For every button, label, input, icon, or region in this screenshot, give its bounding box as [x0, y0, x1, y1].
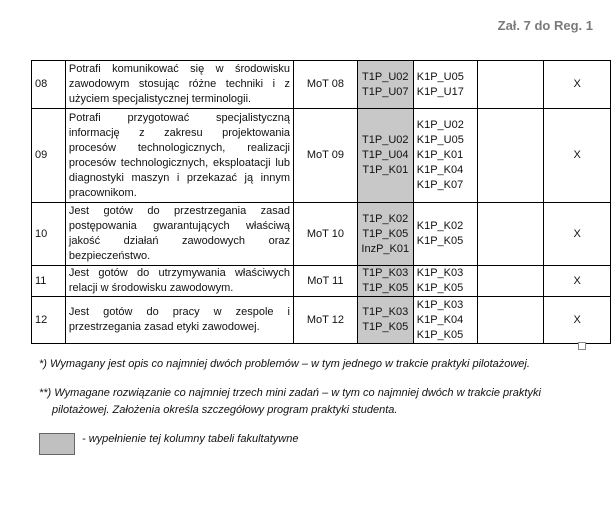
area-outcome-code: T1P_K05 [362, 321, 409, 333]
area-outcomes-cell [357, 297, 413, 344]
empty-cell [477, 297, 544, 344]
field-outcome-code: K1P_K05 [416, 328, 464, 341]
table-row [32, 266, 611, 297]
outcome-description: Potrafi przygotować specjalistyczną informację z zakresu projektowania procesów technologicznych, realizacji procesów technologicznych, eksploatacji lub diagnostyki maszyn i przekazać ją innym pracownikom. [65, 109, 293, 203]
table-row [32, 203, 611, 266]
outcome-code: MoT 10 [294, 203, 358, 266]
empty-cell [477, 61, 544, 109]
area-outcome-code: T1P_K05 [362, 282, 409, 294]
outcome-code: MoT 11 [294, 266, 358, 297]
verification-mark: X [544, 203, 611, 266]
field-outcome-code: K1P_U05 [416, 70, 464, 83]
row-number: 12 [32, 297, 66, 344]
learning-outcomes-table [31, 60, 611, 344]
field-outcomes-cell [413, 203, 477, 266]
outcome-code: MoT 08 [294, 61, 358, 109]
field-outcome-code: K1P_U17 [416, 85, 464, 98]
field-outcome-code: K1P_K01 [416, 149, 464, 161]
verification-mark: X [544, 297, 611, 344]
row-number: 11 [32, 266, 66, 297]
row-number: 09 [32, 109, 66, 203]
area-outcome-code: T1P_K03 [362, 306, 409, 318]
area-outcome-code: T1P_U02 [362, 134, 409, 146]
empty-cell [477, 203, 544, 266]
outcome-description: Jest gotów do utrzymywania właściwych relacji w środowisku zawodowym. [65, 266, 293, 297]
row-number: 08 [32, 61, 66, 109]
footnote-2-line-1: **) Wymagane rozwiązanie co najmniej trzech mini zadań – w tym co najmniej dwóch w trakcie praktyki [39, 387, 541, 399]
area-outcome-code: T1P_K01 [362, 164, 409, 176]
outcome-code: MoT 12 [294, 297, 358, 344]
field-outcome-code: K1P_K05 [416, 282, 464, 294]
area-outcome-code: T1P_K03 [362, 267, 409, 279]
outcome-code: MoT 09 [294, 109, 358, 203]
field-outcome-code: K1P_K05 [416, 235, 464, 247]
field-outcome-code: K1P_K04 [416, 164, 464, 176]
area-outcomes-cell [357, 109, 413, 203]
area-outcomes-cell [357, 266, 413, 297]
outcome-description: Potrafi komunikować się w środowisku zawodowym stosując różne techniki i z użyciem specjalistycznej terminologii. [65, 61, 293, 109]
row-number: 10 [32, 203, 66, 266]
area-outcome-code: T1P_K02 [362, 212, 409, 225]
outcome-description: Jest gotów do pracy w zespole i przestrzegania zasad etyki zawodowej. [65, 297, 293, 344]
table-row [32, 109, 611, 203]
field-outcomes-cell [413, 266, 477, 297]
field-outcome-code: K1P_U02 [416, 119, 464, 131]
field-outcome-code: K1P_U05 [416, 134, 464, 146]
attachment-header: Zał. 7 do Reg. 1 [497, 18, 593, 33]
empty-cell [477, 266, 544, 297]
outcome-description: Jest gotów do przestrzegania zasad postępowania gwarantujących właściwą jakość działań zawodowych oraz bezpieczeństwo. [65, 203, 293, 266]
area-outcome-code: T1P_K05 [362, 227, 409, 240]
footnote-1: *) Wymagany jest opis co najmniej dwóch problemów – w tym jednego w trakcie praktyki pilotażowej. [39, 358, 530, 370]
footnote-2-line-2: pilotażowej. Założenia określa szczegółowy program praktyki studenta. [52, 404, 398, 416]
verification-mark: X [544, 266, 611, 297]
table-row [32, 61, 611, 109]
area-outcome-code: T1P_U04 [362, 149, 409, 161]
area-outcome-code: T1P_U02 [362, 70, 409, 83]
table-row [32, 297, 611, 344]
field-outcome-code: K1P_K03 [416, 298, 464, 311]
table-resize-handle[interactable] [578, 342, 586, 350]
empty-cell [477, 109, 544, 203]
field-outcomes-cell [413, 61, 477, 109]
legend-text: - wypełnienie tej kolumny tabeli fakultatywne [82, 433, 299, 445]
area-outcome-code: InzP_K01 [361, 242, 410, 255]
field-outcome-code: K1P_K02 [416, 220, 464, 232]
area-outcomes-cell [357, 203, 413, 266]
field-outcome-code: K1P_K07 [416, 179, 464, 191]
field-outcomes-cell [413, 297, 477, 344]
verification-mark: X [544, 61, 611, 109]
verification-mark: X [544, 109, 611, 203]
legend-gray-swatch [39, 433, 75, 455]
field-outcomes-cell [413, 109, 477, 203]
footnote-2 [39, 385, 584, 419]
area-outcome-code: T1P_U07 [362, 85, 409, 98]
field-outcome-code: K1P_K03 [416, 267, 464, 279]
field-outcome-code: K1P_K04 [416, 313, 464, 326]
area-outcomes-cell [357, 61, 413, 109]
